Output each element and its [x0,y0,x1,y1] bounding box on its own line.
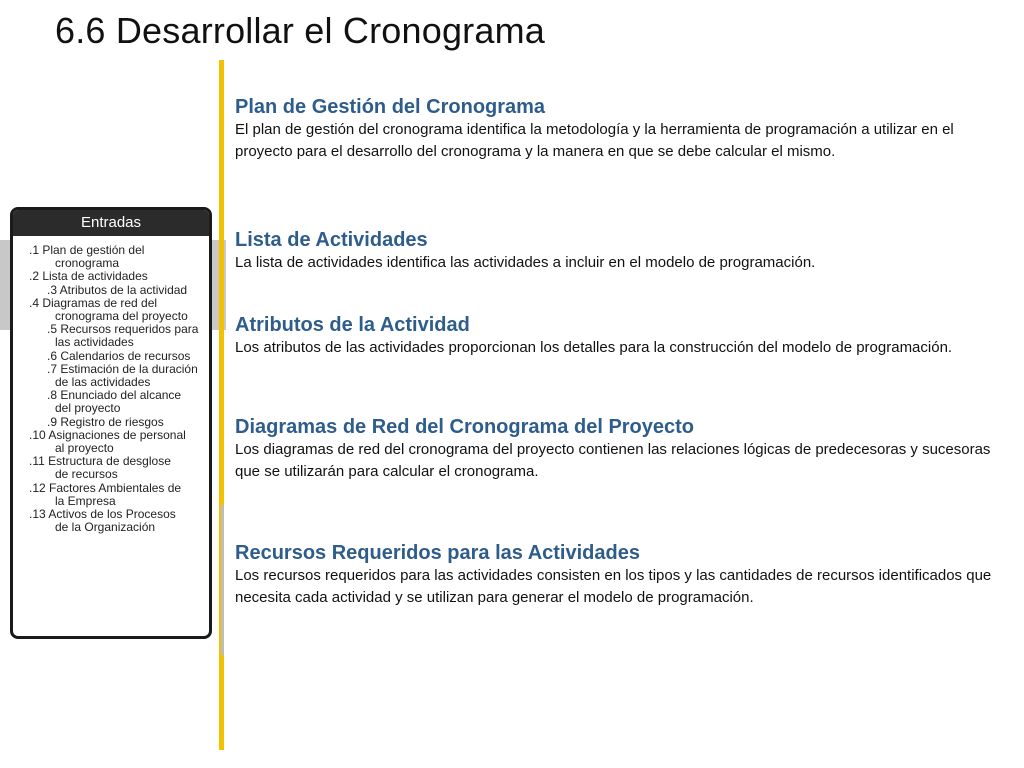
entradas-item: .9 Registro de riesgos [47,414,164,429]
section-lista-actividades [235,228,1005,274]
section-heading: Diagramas de Red del Cronograma del Proyecto [235,416,695,438]
entradas-item-cont: al proyecto [55,441,114,456]
section-recursos-requeridos [235,541,1005,609]
entradas-item-cont: cronograma del proyecto [55,309,188,324]
section-heading: Lista de Actividades [235,229,428,251]
section-diagramas-red [235,415,1005,483]
entradas-item: .3 Atributos de la actividad [47,282,188,297]
entradas-item-cont: de las actividades [55,375,151,390]
section-atributos-actividad [235,313,1005,359]
gray-divider-line [221,505,224,655]
entradas-item: .6 Calendarios de recursos [47,348,191,363]
section-heading: Plan de Gestión del Cronograma [235,96,546,118]
section-heading: Atributos de la Actividad [235,314,470,336]
entradas-item: .12 Factores Ambientales de [29,480,182,495]
entradas-item: .13 Activos de los Procesos [29,507,176,522]
entradas-item-cont: la Empresa [55,493,116,508]
entradas-item: .2 Lista de actividades [29,269,148,284]
section-body: Los recursos requeridos para las actividades consisten en los tipos y las cantidades de recursos identificados que necesita cada actividad y se utilizan para generar el modelo de programación. [235,567,992,606]
section-heading: Recursos Requeridos para las Actividades [235,542,640,564]
entradas-item-cont: de la Organización [55,520,156,535]
section-body: Los diagramas de red del cronograma del proyecto contienen las relaciones lógicas de predecesoras y sucesoras que se utilizarán para calcular el cronograma. [235,441,991,480]
entradas-item-cont: las actividades [55,335,134,350]
entradas-item: .5 Recursos requeridos para [47,322,199,337]
entradas-item: .10 Asignaciones de personal [29,427,186,442]
entradas-header: Entradas [13,210,209,236]
entradas-item: .8 Enunciado del alcance [47,388,182,403]
page-title: 6.6 Desarrollar el Cronograma [55,10,546,51]
section-body: Los atributos de las actividades proporcionan los detalles para la construcción del modelo de programación. [235,339,953,356]
entradas-list [13,236,209,534]
entradas-item: .4 Diagramas de red del [29,295,158,310]
section-plan-gestion [235,95,1005,163]
entradas-item: .11 Estructura de desglose [29,454,171,469]
section-body: El plan de gestión del cronograma identifica la metodología y la herramienta de programación a utilizar en el proyecto para el desarrollo del cronograma y la manera en que se debe calcular el mismo. [235,121,954,160]
entradas-item-cont: cronograma [55,256,120,271]
entradas-item-cont: de recursos [55,467,118,482]
entradas-item-cont: del proyecto [55,401,121,416]
entradas-item: .7 Estimación de la duración [47,361,198,376]
section-body: La lista de actividades identifica las actividades a incluir en el modelo de programación. [235,254,816,271]
entradas-panel [10,207,212,639]
entradas-item: .1 Plan de gestión del [29,243,145,257]
